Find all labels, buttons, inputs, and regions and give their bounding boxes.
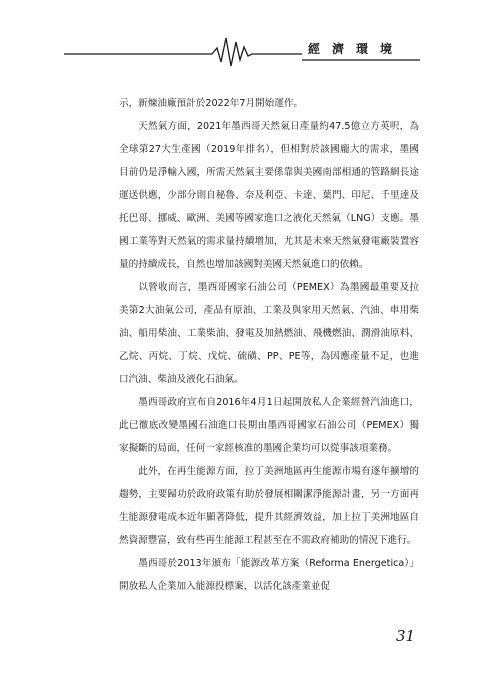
paragraph: 墨西哥於2013年頒布「能源改革方案（Reforma Energetica）」開放私人企業加入能源投標案，以活化該產業並促 (119, 558, 419, 592)
section-title: 經濟環境 (308, 42, 405, 56)
page-header (0, 0, 480, 70)
paragraph: 示，新煉油廠預計於2022年7月開始運作。 (119, 98, 304, 109)
paragraph: 墨西哥政府宣布自2016年4月1日起開放私人企業經營汽油進口，此已徹底改變墨國石油進口長期由墨西哥國家石油公司（PEMEX）獨家擬斷的局面，任何一家經核准的墨國企業均可以從事該項業務。 (119, 397, 419, 454)
paragraph: 天然氣方面，2021年墨西哥天然氣日產量約47.5億立方英呎，為全球第27大生產國（2019年排名），但相對於該國龐大的需求，墨國目前仍是淨輸入國，所需天然氣主要係靠與美國南部相通的管路網長途運送供應，少部分則自秘魯、奈及利亞、卡達、葉門、印尼、千里達及托巴哥、挪威、歐洲、美國等國家進口之液化天然氣（LNG）支應。墨國工業等對天然氣的需求量持續增加，尤其是未來天然氣發電廠裝置容量的持續成長，自然也增加該國對美國天然氣進口的依賴。 (119, 121, 419, 270)
paragraph: 此外，在再生能源方面，拉丁美洲地區再生能源市場有逐年擴增的趨勢，主要歸功於政府政策有助於發展相關潔淨能源計畫，另一方面再生能源發電成本近年顯著降低，提升其經濟效益，加上拉丁美洲地區自然資源豐富，致有些再生能源工程甚至在不需政府補助的情況下進行。 (119, 466, 419, 546)
heartbeat-line-icon (0, 0, 480, 70)
paragraph: 以營收而言，墨西哥國家石油公司（PEMEX）為墨國最重要及拉美第2大油氣公司，產品有原油、工業及與家用天然氣、汽油、車用柴油、船用柴油、工業柴油、發電及加熱燃油、飛機燃油、潤滑油原料、乙烷、丙烷、丁烷、戊烷、硫磺、PP、PE等，為因應產量不足，也進口汽油、柴油及液化石油氣。 (119, 282, 419, 385)
page-number: 31 (396, 627, 416, 645)
article-body (119, 92, 419, 598)
